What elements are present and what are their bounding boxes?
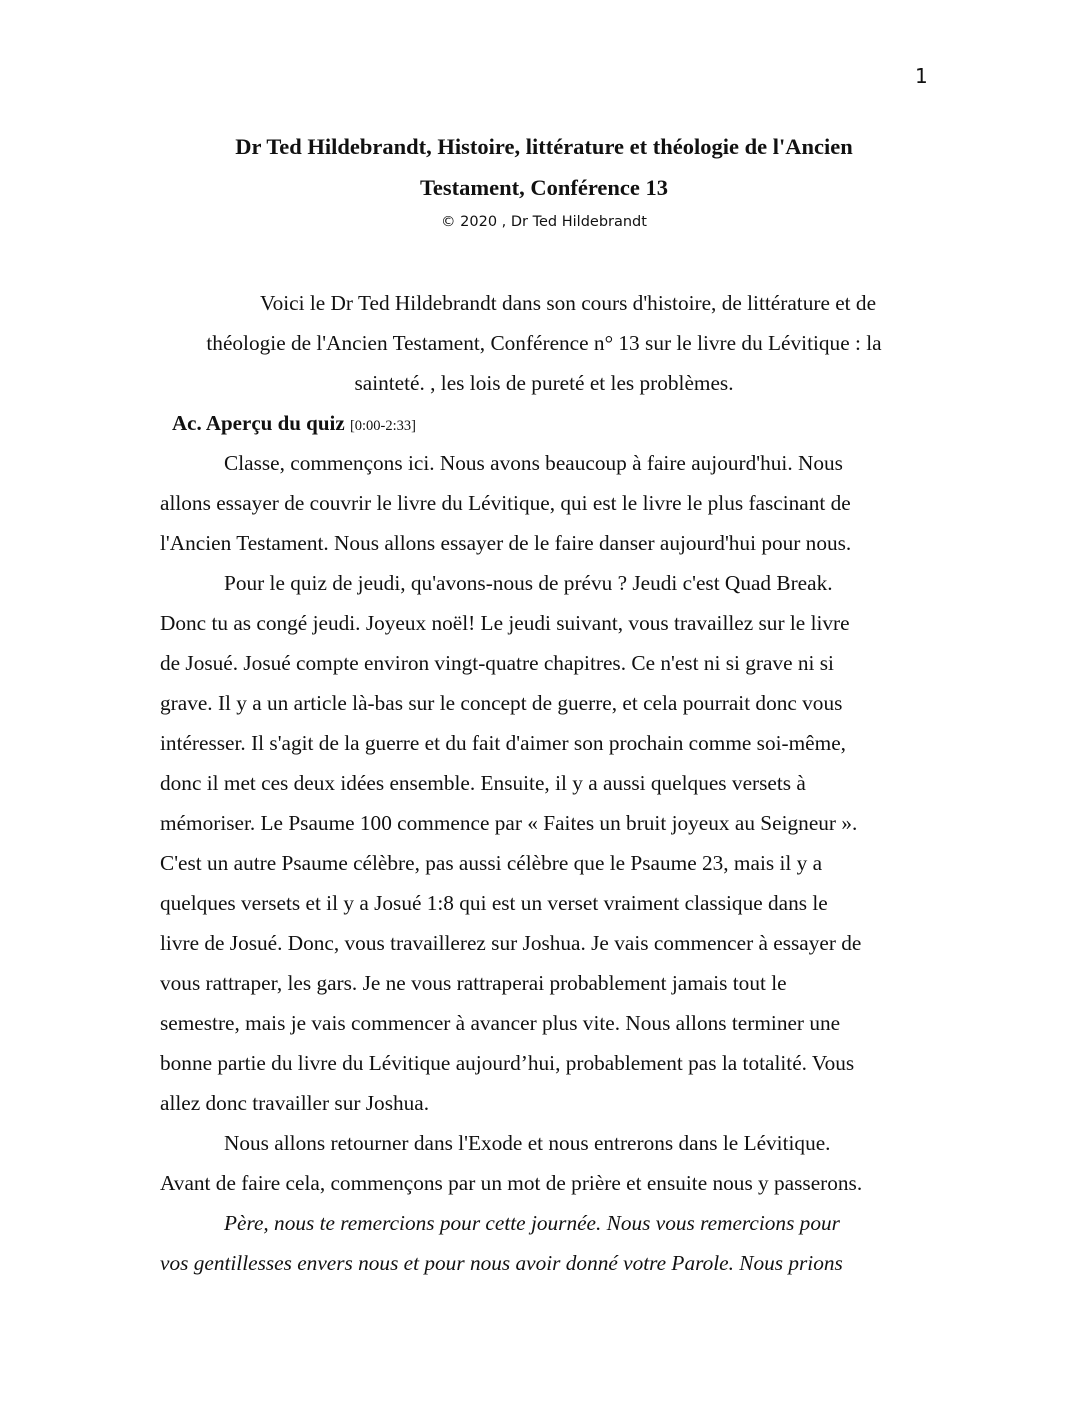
paragraph-line: livre de Josué. Donc, vous travaillerez sur Joshua. Je vais commencer à essayer de (160, 931, 862, 955)
body-paragraph (160, 1123, 930, 1203)
section-heading (172, 403, 416, 446)
copyright-notice: © 2020 , Dr Ted Hildebrandt (441, 214, 647, 230)
paragraph-line: bonne partie du livre du Lévitique aujourd’hui, probablement pas la totalité. Vous (160, 1051, 855, 1075)
body-paragraph (160, 1203, 930, 1283)
title-line-1: Dr Ted Hildebrandt, Histoire, littérature et théologie de l'Ancien (235, 134, 853, 159)
paragraph-line: quelques versets et il y a Josué 1:8 qui est un verset vraiment classique dans le (160, 891, 828, 915)
body-paragraph (160, 443, 930, 563)
paragraph-line: Pour le quiz de jeudi, qu'avons-nous de prévu ? Jeudi c'est Quad Break. (224, 571, 833, 595)
intro-line-3: sainteté. , les lois de pureté et les problèmes. (354, 371, 734, 395)
paragraph-line: donc il met ces deux idées ensemble. Ensuite, il y a aussi quelques versets à (160, 771, 806, 795)
body-text (160, 443, 930, 1283)
paragraph-line: vos gentillesses envers nous et pour nous avoir donné votre Parole. Nous prions (160, 1251, 843, 1275)
page-number: 1 (915, 64, 928, 88)
intro-line-1: Voici le Dr Ted Hildebrandt dans son cours d'histoire, de littérature et de (259, 291, 877, 315)
paragraph-line: C'est un autre Psaume célèbre, pas aussi célèbre que le Psaume 23, mais il y a (160, 851, 823, 875)
paragraph-line: de Josué. Josué compte environ vingt-quatre chapitres. Ce n'est ni si grave ni si (160, 651, 834, 675)
section-heading-timestamp: [0:00-2:33] (349, 418, 416, 434)
paragraph-line: allons essayer de couvrir le livre du Lévitique, qui est le livre le plus fascinant de (160, 491, 851, 515)
paragraph-line: Donc tu as congé jeudi. Joyeux noël! Le jeudi suivant, vous travaillez sur le livre (160, 611, 850, 635)
paragraph-line: Classe, commençons ici. Nous avons beaucoup à faire aujourd'hui. Nous (224, 451, 843, 475)
paragraph-line: Avant de faire cela, commençons par un mot de prière et ensuite nous y passerons. (160, 1171, 863, 1195)
title-line-2: Testament, Conférence 13 (419, 175, 669, 200)
paragraph-line: allez donc travailler sur Joshua. (160, 1091, 430, 1115)
section-heading-label: Ac. Aperçu du quiz (172, 411, 345, 435)
paragraph-line: Père, nous te remercions pour cette journée. Nous vous remercions pour (224, 1211, 840, 1235)
document-title (160, 126, 928, 208)
body-paragraph (160, 563, 930, 1123)
paragraph-line: mémoriser. Le Psaume 100 commence par « Faites un bruit joyeux au Seigneur ». (160, 811, 858, 835)
paragraph-line: l'Ancien Testament. Nous allons essayer de le faire danser aujourd'hui pour nous. (160, 531, 852, 555)
paragraph-line: intéresser. Il s'agit de la guerre et du fait d'aimer son prochain comme soi-même, (160, 731, 846, 755)
intro-paragraph (160, 283, 928, 403)
intro-line-2: théologie de l'Ancien Testament, Conférence n° 13 sur le livre du Lévitique : la (206, 331, 882, 355)
paragraph-line: semestre, mais je vais commencer à avancer plus vite. Nous allons terminer une (160, 1011, 841, 1035)
paragraph-line: grave. Il y a un article là-bas sur le concept de guerre, et cela pourrait donc vous (160, 691, 843, 715)
paragraph-line: Nous allons retourner dans l'Exode et nous entrerons dans le Lévitique. (224, 1131, 831, 1155)
paragraph-line: vous rattraper, les gars. Je ne vous rattraperai probablement jamais tout le (160, 971, 787, 995)
